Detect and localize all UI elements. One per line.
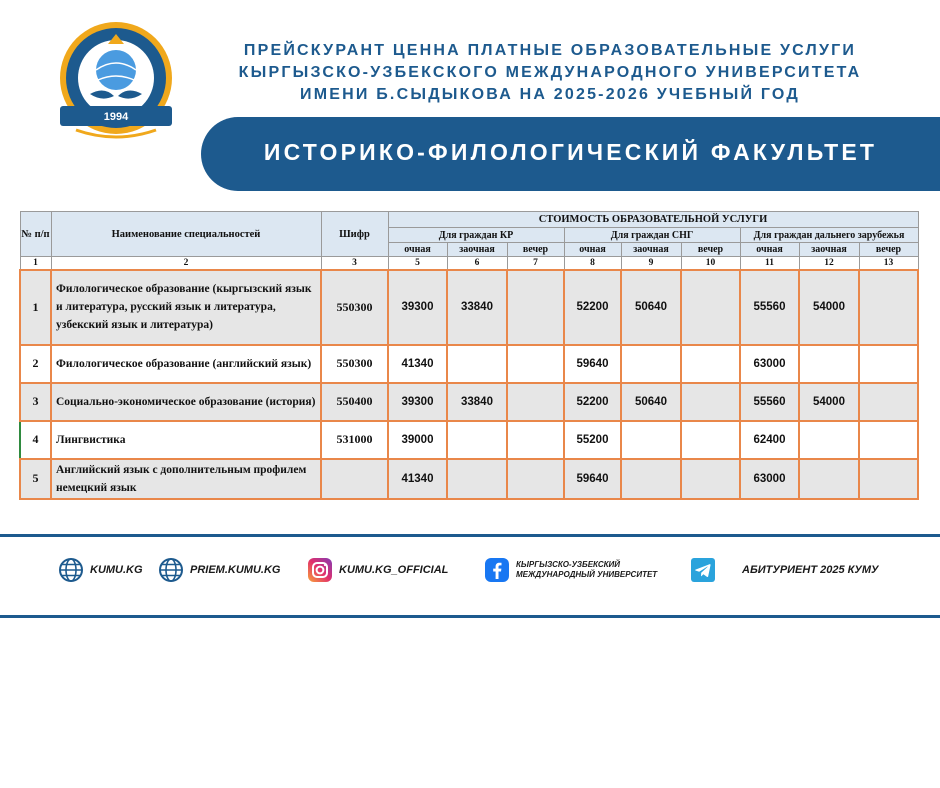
price-cell: 55560 (740, 270, 799, 345)
footer-telegram-link[interactable] (690, 557, 878, 583)
price-table (19, 211, 917, 500)
row-number: 5 (20, 459, 51, 499)
form-header: заочная (447, 243, 507, 257)
specialty-name: Филологическое образование (английский язык) (51, 345, 321, 383)
globe-icon (58, 557, 84, 583)
price-cell: 33840 (447, 270, 507, 345)
price-cell (447, 421, 507, 459)
row-number: 1 (20, 270, 51, 345)
form-header: вечер (681, 243, 740, 257)
price-cell (681, 421, 740, 459)
group-header-abroad: Для граждан дальнего зарубежья (740, 228, 918, 243)
form-header: очная (388, 243, 447, 257)
footer-priem-label: PRIEM.KUMU.KG (190, 564, 281, 576)
column-number: 3 (321, 257, 388, 270)
price-cell (681, 459, 740, 499)
price-cell (447, 345, 507, 383)
title-line-3: ИМЕНИ Б.СЫДЫКОВА НА 2025-2026 УЧЕБНЫЙ ГОД (300, 86, 800, 103)
footer-facebook-label (516, 560, 676, 580)
faculty-banner (201, 117, 940, 191)
page-title (190, 40, 910, 106)
column-number: 7 (507, 257, 564, 270)
column-number: 5 (388, 257, 447, 270)
price-cell (507, 345, 564, 383)
price-cell: 59640 (564, 345, 621, 383)
form-header: заочная (799, 243, 859, 257)
price-cell: 41340 (388, 345, 447, 383)
column-number: 6 (447, 257, 507, 270)
logo-year: 1994 (103, 111, 129, 123)
price-cell: 63000 (740, 459, 799, 499)
column-number: 8 (564, 257, 621, 270)
table-row (20, 459, 918, 499)
instagram-icon (307, 557, 333, 583)
table-row (20, 421, 918, 459)
footer-site-link[interactable] (58, 557, 143, 583)
footer-priem-link[interactable] (158, 557, 280, 583)
specialty-code: 550300 (321, 270, 388, 345)
col-header-no: № п/п (20, 212, 51, 257)
footer-site-label: KUMU.KG (90, 564, 143, 576)
price-cell: 39300 (388, 270, 447, 345)
price-cell (507, 383, 564, 421)
price-cell: 63000 (740, 345, 799, 383)
specialty-code: 531000 (321, 421, 388, 459)
faculty-name: ИСТОРИКО-ФИЛОЛОГИЧЕСКИЙ ФАКУЛЬТЕТ (263, 139, 878, 165)
price-cell: 59640 (564, 459, 621, 499)
price-cell (507, 459, 564, 499)
specialty-name: Социально-экономическое образование (история) (51, 383, 321, 421)
price-cell (859, 421, 918, 459)
price-cell: 41340 (388, 459, 447, 499)
telegram-icon (690, 557, 716, 583)
price-cell (681, 383, 740, 421)
title-line-1: ПРЕЙСКУРАНТ ЦЕННА ПЛАТНЫЕ ОБРАЗОВАТЕЛЬНЫЕ УСЛУГИ (243, 42, 857, 59)
price-cell: 50640 (621, 383, 681, 421)
form-header: вечер (507, 243, 564, 257)
price-cell (621, 421, 681, 459)
price-cell (621, 345, 681, 383)
column-number: 12 (799, 257, 859, 270)
price-cell: 54000 (799, 383, 859, 421)
table-row (20, 270, 918, 345)
group-header-sng: Для граждан СНГ (564, 228, 740, 243)
footer-facebook-line-2: МЕЖДУНАРОДНЫЙ УНИВЕРСИТЕТ (516, 570, 658, 579)
price-cell (507, 270, 564, 345)
university-logo (56, 20, 176, 142)
price-cell (859, 270, 918, 345)
title-line-2: КЫРГЫЗСКО-УЗБЕКСКОГО МЕЖДУНАРОДНОГО УНИВЕРСИТЕТА (238, 64, 862, 81)
column-number: 9 (621, 257, 681, 270)
specialty-code: 550300 (321, 345, 388, 383)
specialty-name: Английский язык с дополнительным профилем немецкий язык (51, 459, 321, 499)
price-cell (621, 459, 681, 499)
price-cell: 39000 (388, 421, 447, 459)
specialty-name: Филологическое образование (кыргызский язык и литература, русский язык и литература, узбекский язык и литература) (51, 270, 321, 345)
specialty-code (321, 459, 388, 499)
price-cell: 55560 (740, 383, 799, 421)
column-number: 1 (20, 257, 51, 270)
price-cell (681, 345, 740, 383)
price-cell: 62400 (740, 421, 799, 459)
footer-bottom-line (0, 615, 940, 618)
footer-top-line (0, 534, 940, 537)
footer-instagram-link[interactable] (307, 557, 448, 583)
table-row (20, 345, 918, 383)
price-cell: 54000 (799, 270, 859, 345)
col-header-name: Наименование специальностей (51, 212, 321, 257)
footer-facebook-link[interactable] (484, 557, 676, 583)
row-number: 2 (20, 345, 51, 383)
form-header: очная (564, 243, 621, 257)
price-cell: 52200 (564, 270, 621, 345)
form-header: очная (740, 243, 799, 257)
form-header: вечер (859, 243, 918, 257)
form-header: заочная (621, 243, 681, 257)
facebook-icon (484, 557, 510, 583)
column-number: 13 (859, 257, 918, 270)
cost-header: СТОИМОСТЬ ОБРАЗОВАТЕЛЬНОЙ УСЛУГИ (388, 212, 918, 228)
specialty-code: 550400 (321, 383, 388, 421)
column-number: 10 (681, 257, 740, 270)
group-header-kr: Для граждан КР (388, 228, 564, 243)
price-cell (859, 459, 918, 499)
price-cell (799, 421, 859, 459)
footer-telegram-label: АБИТУРИЕНТ 2025 КУМУ (742, 564, 879, 576)
specialty-name: Лингвистика (51, 421, 321, 459)
globe-icon (158, 557, 184, 583)
price-cell: 55200 (564, 421, 621, 459)
price-cell: 33840 (447, 383, 507, 421)
price-cell (507, 421, 564, 459)
price-cell (447, 459, 507, 499)
price-cell (859, 383, 918, 421)
footer-facebook-line-1: КЫРГЫЗСКО-УЗБЕКСКИЙ (516, 560, 621, 569)
price-cell (681, 270, 740, 345)
table-row (20, 383, 918, 421)
price-cell (859, 345, 918, 383)
row-number: 4 (20, 421, 51, 459)
col-header-code: Шифр (321, 212, 388, 257)
price-cell (799, 345, 859, 383)
price-cell: 52200 (564, 383, 621, 421)
price-cell: 39300 (388, 383, 447, 421)
row-number: 3 (20, 383, 51, 421)
price-cell: 50640 (621, 270, 681, 345)
column-number: 2 (51, 257, 321, 270)
column-number: 11 (740, 257, 799, 270)
price-cell (799, 459, 859, 499)
footer-instagram-label: KUMU.KG_OFFICIAL (339, 564, 449, 576)
